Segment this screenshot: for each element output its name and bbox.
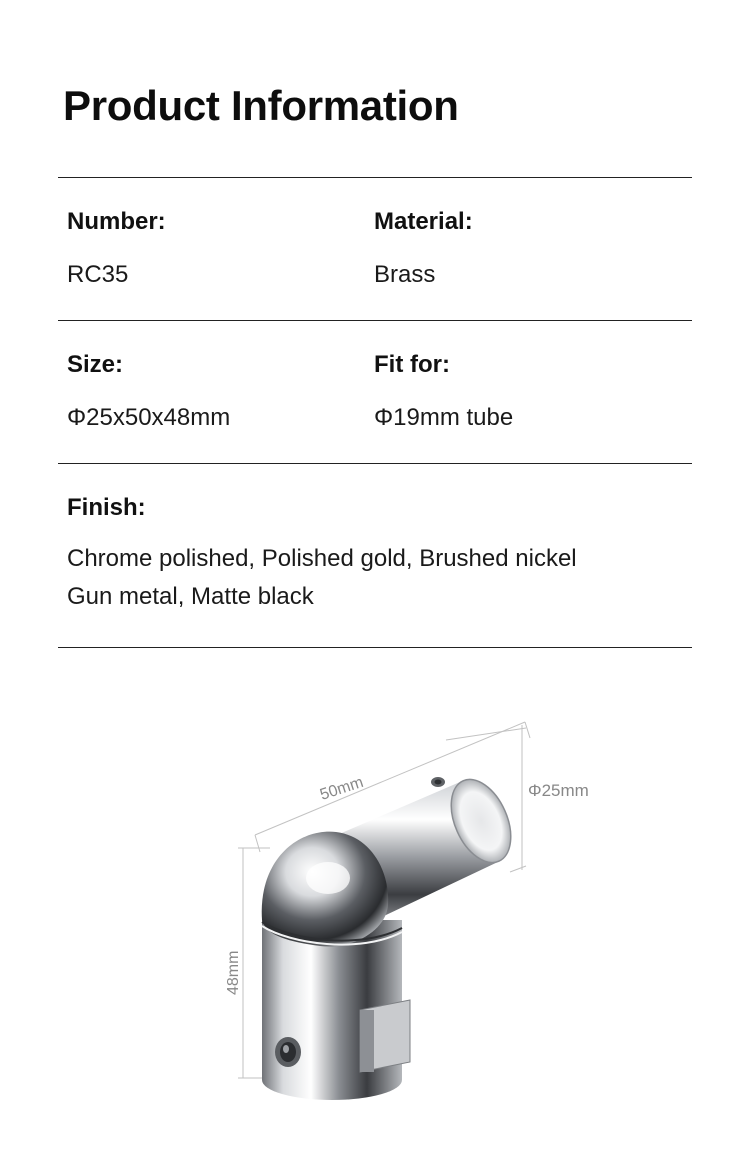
divider xyxy=(58,463,692,464)
material-value: Brass xyxy=(374,261,436,288)
size-label: Size: xyxy=(67,351,124,378)
finish-line: Gun metal, Matte black xyxy=(67,583,314,610)
height-dimension: 48mm xyxy=(225,950,242,995)
finish-value xyxy=(67,540,577,616)
divider xyxy=(58,177,692,178)
page-title: Product Information xyxy=(63,82,459,129)
divider xyxy=(58,647,692,648)
tube-connector-illustration xyxy=(210,700,630,1160)
number-label: Number: xyxy=(67,208,166,235)
length-dimension: 50mm xyxy=(317,773,366,804)
finish-label: Finish: xyxy=(67,494,146,521)
fit-label: Fit for: xyxy=(374,351,450,378)
diameter-dimension: Φ25mm xyxy=(528,781,589,800)
finish-line: Chrome polished, Polished gold, Brushed nickel xyxy=(67,545,577,572)
connector-body xyxy=(262,920,410,1100)
divider xyxy=(58,320,692,321)
size-value: Φ25x50x48mm xyxy=(67,404,231,431)
number-value: RC35 xyxy=(67,261,129,288)
product-image xyxy=(210,700,630,1160)
fit-value: Φ19mm tube xyxy=(374,404,514,431)
material-label: Material: xyxy=(374,208,473,235)
